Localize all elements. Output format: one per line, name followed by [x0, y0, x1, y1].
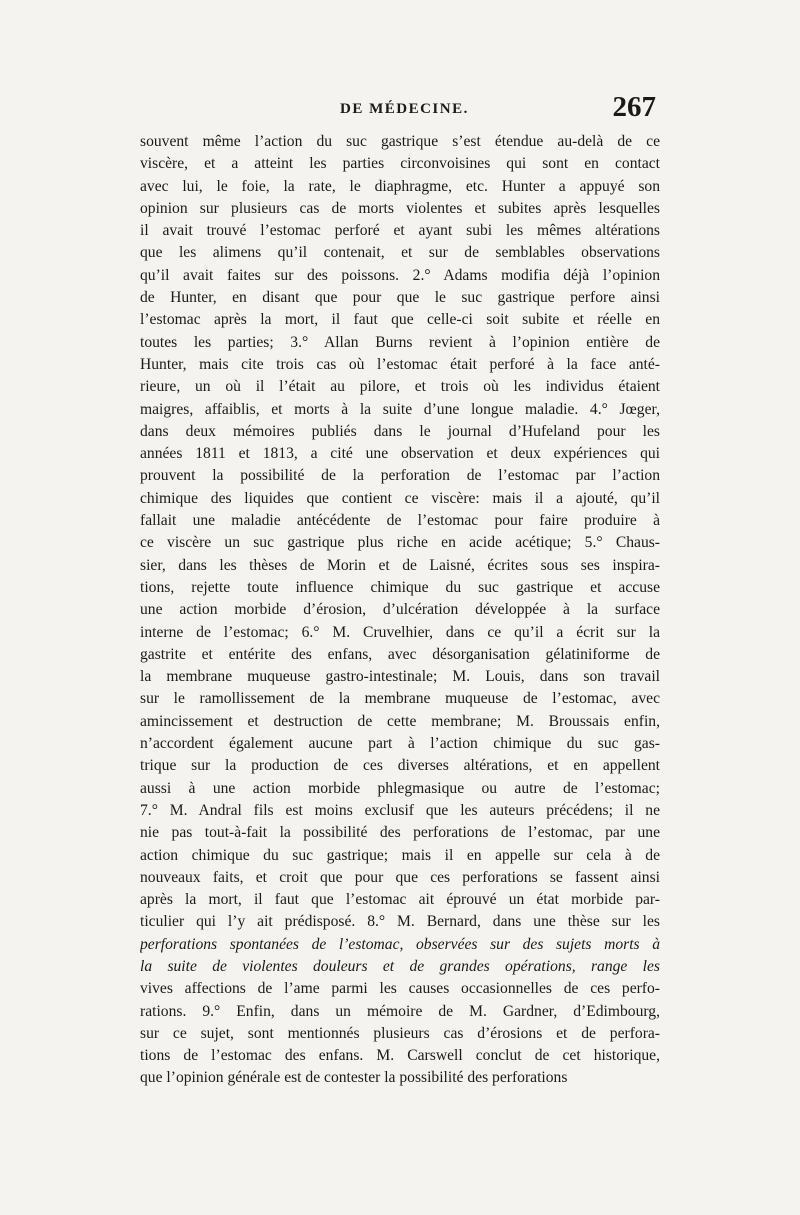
text-line: amincissement et destruction de cette membrane; M. Broussais enfin,	[140, 712, 660, 730]
body-text	[140, 131, 660, 1090]
text-line: dans deux mémoires publiés dans le journal d’Hufeland pour les	[140, 422, 660, 440]
text-line: après la mort, il faut que l’estomac ait éprouvé un état morbide par-	[140, 891, 660, 909]
text-line: prouvent la possibilité de la perforation de l’estomac par l’action	[140, 467, 660, 485]
text-line: qu’il avait faites sur des poissons. 2.° Adams modifia déjà l’opinion	[140, 266, 660, 284]
text-line: fallait une maladie antécédente de l’estomac pour faire produire à	[140, 512, 660, 530]
text-line: toutes les parties; 3.° Allan Burns revient à l’opinion entière de	[140, 333, 660, 351]
text-line: rations. 9.° Enfin, dans un mémoire de M. Gardner, d’Edimbourg,	[140, 1002, 660, 1020]
text-line: sur le ramollissement de la membrane muqueuse de l’estomac, avec	[140, 690, 660, 708]
text-line: gastrite et entérite des enfans, avec désorganisation gélatiniforme de	[140, 645, 660, 663]
text-line: sier, dans les thèses de Morin et de Laisné, écrites sous ses inspira-	[140, 556, 660, 574]
text-line: de Hunter, en disant que pour que le suc gastrique perfore ainsi	[140, 289, 660, 307]
text-line: vives affections de l’ame parmi les causes occasionnelles de ces perfo-	[140, 980, 660, 998]
text-line: interne de l’estomac; 6.° M. Cruvelhier, dans ce qu’il a écrit sur la	[140, 623, 660, 641]
text-line: viscère, et a atteint les parties circonvoisines qui sont en contact	[140, 155, 660, 173]
page-number: 267	[612, 91, 656, 123]
text-line: années 1811 et 1813, a cité une observation et deux expériences qui	[140, 445, 660, 463]
text-line: rieure, un où il l’était au pilore, et trois où les individus étaient	[140, 378, 660, 396]
text-line: aussi à une action morbide phlegmasique ou autre de l’estomac;	[140, 779, 660, 797]
text-line: tions, rejette toute influence chimique du suc gastrique et accuse	[140, 578, 660, 596]
text-line: la suite de violentes douleurs et de grandes opérations, range les	[140, 957, 660, 975]
running-head: DE MÉDECINE.	[340, 101, 469, 117]
text-line: 7.° M. Andral fils est moins exclusif que les auteurs précédens; il ne	[140, 801, 660, 819]
text-line: l’estomac après la mort, il faut que celle-ci soit subite et réelle en	[140, 311, 660, 329]
text-line: Hunter, mais cite trois cas où l’estomac était perforé à la face anté-	[140, 355, 660, 373]
text-line: ticulier qui l’y ait prédisposé. 8.° M. Bernard, dans une thèse sur les	[140, 913, 660, 931]
text-line: que les alimens qu’il contenait, et sur de semblables observations	[140, 244, 660, 262]
text-line: sur ce sujet, sont mentionnés plusieurs cas d’érosions et de perfora-	[140, 1024, 660, 1042]
text-line: perforations spontanées de l’estomac, observées sur des sujets morts à	[140, 935, 660, 953]
text-line: il avait trouvé l’estomac perforé et ayant subi les mêmes altérations	[140, 222, 660, 240]
text-line: chimique des liquides que contient ce viscère: mais il a ajouté, qu’il	[140, 489, 660, 507]
text-line: avec lui, le foie, la rate, le diaphragme, etc. Hunter a appuyé son	[140, 177, 660, 195]
text-line: ce viscère un suc gastrique plus riche en acide acétique; 5.° Chaus-	[140, 534, 660, 552]
text-line: trique sur la production de ces diverses altérations, et en appellent	[140, 757, 660, 775]
text-line: action chimique du suc gastrique; mais il en appelle sur cela à de	[140, 846, 660, 864]
text-line: une action morbide d’érosion, d’ulcération développée à la surface	[140, 601, 660, 619]
page-header	[140, 91, 660, 135]
text-line: souvent même l’action du suc gastrique s’est étendue au-delà de ce	[140, 133, 660, 150]
text-line: nouveaux faits, et croit que pour que ces perforations se fassent ainsi	[140, 868, 660, 886]
text-line: nie pas tout-à-fait la possibilité des perforations de l’estomac, par une	[140, 824, 660, 842]
text-line: que l’opinion générale est de contester la possibilité des perforations	[140, 1069, 568, 1087]
text-line: tions de l’estomac des enfans. M. Carswell conclut de cet historique,	[140, 1047, 660, 1065]
text-line: la membrane muqueuse gastro-intestinale; M. Louis, dans son travail	[140, 668, 660, 686]
text-line: maigres, affaiblis, et morts à la suite d’une longue maladie. 4.° Jœger,	[140, 400, 660, 418]
text-line: n’accordent également aucune part à l’action chimique du suc gas-	[140, 735, 660, 753]
text-line: opinion sur plusieurs cas de morts violentes et subites après lesquelles	[140, 199, 660, 217]
